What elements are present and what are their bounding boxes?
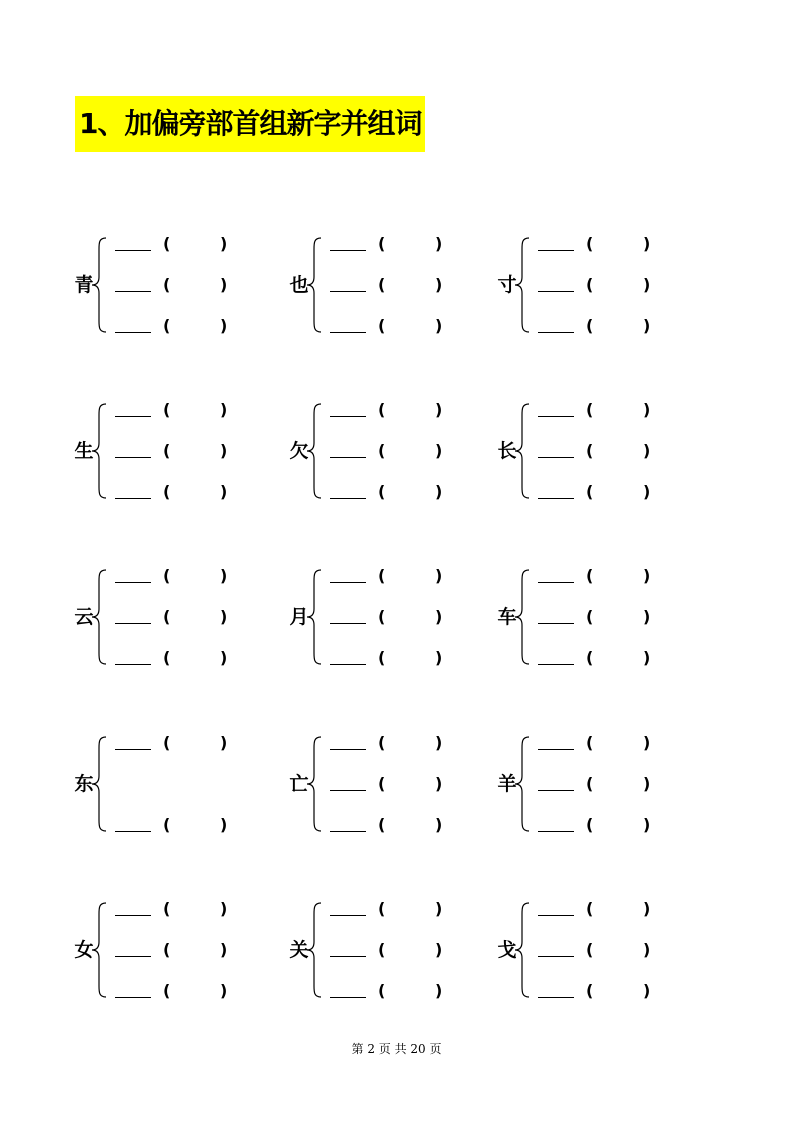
open-paren: (: [163, 899, 171, 918]
open-paren: (: [163, 815, 171, 834]
word-group: [495, 734, 695, 834]
curly-brace: [305, 900, 323, 1000]
answer-slot[interactable]: [115, 235, 265, 255]
blank-line[interactable]: [330, 790, 366, 791]
word-group: [287, 734, 487, 834]
curly-brace: [513, 567, 531, 667]
open-paren: (: [378, 648, 386, 667]
base-character: 长: [497, 440, 517, 462]
curly-brace: [90, 235, 108, 335]
page-footer: 第 2 页 共 20 页: [351, 1042, 442, 1056]
blank-line[interactable]: [330, 915, 366, 916]
blank-line[interactable]: [330, 831, 366, 832]
open-paren: (: [378, 815, 386, 834]
curly-brace: [305, 235, 323, 335]
open-paren: (: [378, 607, 386, 626]
open-paren: (: [378, 441, 386, 460]
blank-line[interactable]: [330, 250, 366, 251]
open-paren: (: [586, 899, 594, 918]
answer-slot[interactable]: [330, 483, 480, 503]
blank-line[interactable]: [538, 250, 574, 251]
answer-slot[interactable]: [330, 276, 480, 296]
open-paren: (: [586, 774, 594, 793]
curly-brace: [305, 734, 323, 834]
open-paren: (: [378, 275, 386, 294]
answer-slot[interactable]: [115, 276, 265, 296]
close-paren: ): [643, 482, 651, 501]
close-paren: ): [643, 441, 651, 460]
blank-line[interactable]: [115, 831, 151, 832]
open-paren: (: [163, 607, 171, 626]
answer-slot[interactable]: [115, 900, 265, 920]
close-paren: ): [220, 899, 228, 918]
answer-slot[interactable]: [538, 608, 688, 628]
close-paren: ): [220, 400, 228, 419]
close-paren: ): [220, 441, 228, 460]
curly-brace: [305, 401, 323, 501]
answer-slot[interactable]: [115, 608, 265, 628]
close-paren: ): [220, 482, 228, 501]
open-paren: (: [586, 400, 594, 419]
answer-slot[interactable]: [330, 649, 480, 669]
close-paren: ): [643, 234, 651, 253]
curly-brace: [513, 900, 531, 1000]
blank-line[interactable]: [538, 582, 574, 583]
close-paren: ): [643, 899, 651, 918]
close-paren: ): [643, 316, 651, 335]
answer-slot[interactable]: [538, 982, 688, 1002]
open-paren: (: [163, 316, 171, 335]
base-character: 青: [74, 274, 94, 296]
blank-line[interactable]: [538, 915, 574, 916]
close-paren: ): [220, 648, 228, 667]
answer-slot[interactable]: [115, 567, 265, 587]
close-paren: ): [220, 733, 228, 752]
answer-slot[interactable]: [538, 900, 688, 920]
word-group: [287, 235, 487, 335]
answer-slot[interactable]: [330, 401, 480, 421]
answer-slot[interactable]: [330, 941, 480, 961]
answer-slot[interactable]: [538, 317, 688, 337]
answer-slot[interactable]: [115, 941, 265, 961]
open-paren: (: [586, 316, 594, 335]
blank-line[interactable]: [330, 457, 366, 458]
blank-line[interactable]: [115, 915, 151, 916]
answer-slot[interactable]: [330, 235, 480, 255]
open-paren: (: [163, 981, 171, 1000]
answer-slot[interactable]: [330, 775, 480, 795]
close-paren: ): [220, 275, 228, 294]
answer-slot[interactable]: [330, 816, 480, 836]
close-paren: ): [220, 940, 228, 959]
open-paren: (: [378, 774, 386, 793]
close-paren: ): [435, 234, 443, 253]
base-character: 生: [74, 440, 94, 462]
blank-line[interactable]: [330, 582, 366, 583]
close-paren: ): [643, 566, 651, 585]
open-paren: (: [586, 275, 594, 294]
open-paren: (: [586, 441, 594, 460]
word-group: [72, 900, 272, 1000]
open-paren: (: [378, 899, 386, 918]
close-paren: ): [220, 566, 228, 585]
blank-line[interactable]: [330, 997, 366, 998]
blank-line[interactable]: [115, 582, 151, 583]
blank-line[interactable]: [538, 664, 574, 665]
answer-slot[interactable]: [538, 235, 688, 255]
answer-slot[interactable]: [115, 734, 265, 754]
word-group: [495, 401, 695, 501]
open-paren: (: [378, 733, 386, 752]
answer-slot[interactable]: [115, 649, 265, 669]
blank-line[interactable]: [538, 956, 574, 957]
open-paren: (: [586, 940, 594, 959]
blank-line[interactable]: [538, 623, 574, 624]
blank-line[interactable]: [330, 664, 366, 665]
curly-brace: [513, 401, 531, 501]
answer-slot[interactable]: [330, 442, 480, 462]
open-paren: (: [163, 566, 171, 585]
answer-slot[interactable]: [538, 734, 688, 754]
open-paren: (: [586, 981, 594, 1000]
open-paren: (: [378, 981, 386, 1000]
blank-line[interactable]: [330, 749, 366, 750]
answer-slot[interactable]: [538, 483, 688, 503]
blank-line[interactable]: [115, 664, 151, 665]
close-paren: ): [643, 607, 651, 626]
close-paren: ): [435, 815, 443, 834]
answer-slot[interactable]: [538, 442, 688, 462]
blank-line[interactable]: [538, 997, 574, 998]
blank-line[interactable]: [538, 790, 574, 791]
close-paren: ): [220, 981, 228, 1000]
open-paren: (: [378, 566, 386, 585]
close-paren: ): [220, 815, 228, 834]
answer-slot[interactable]: [115, 982, 265, 1002]
blank-line[interactable]: [538, 749, 574, 750]
close-paren: ): [643, 275, 651, 294]
word-group: [72, 567, 272, 667]
blank-line[interactable]: [538, 831, 574, 832]
curly-brace: [90, 734, 108, 834]
curly-brace: [90, 401, 108, 501]
base-character: 女: [74, 939, 94, 961]
close-paren: ): [220, 316, 228, 335]
base-character: 寸: [497, 274, 517, 296]
blank-line[interactable]: [115, 749, 151, 750]
open-paren: (: [378, 316, 386, 335]
curly-brace: [90, 900, 108, 1000]
answer-slot[interactable]: [115, 442, 265, 462]
answer-slot[interactable]: [115, 401, 265, 421]
close-paren: ): [435, 316, 443, 335]
blank-line[interactable]: [115, 291, 151, 292]
blank-line[interactable]: [115, 623, 151, 624]
word-group: [72, 734, 272, 834]
base-character: 云: [74, 606, 94, 628]
base-character: 车: [497, 606, 517, 628]
blank-line[interactable]: [538, 498, 574, 499]
close-paren: ): [220, 607, 228, 626]
answer-slot[interactable]: [538, 816, 688, 836]
open-paren: (: [163, 482, 171, 501]
base-character: 亡: [289, 773, 309, 795]
open-paren: (: [586, 234, 594, 253]
open-paren: (: [586, 815, 594, 834]
blank-line[interactable]: [538, 416, 574, 417]
close-paren: ): [643, 400, 651, 419]
answer-slot[interactable]: [330, 982, 480, 1002]
answer-slot[interactable]: [538, 567, 688, 587]
word-group: [287, 900, 487, 1000]
open-paren: (: [378, 400, 386, 419]
blank-line[interactable]: [538, 291, 574, 292]
word-group: [495, 567, 695, 667]
answer-slot[interactable]: [115, 483, 265, 503]
close-paren: ): [435, 607, 443, 626]
blank-line[interactable]: [330, 623, 366, 624]
close-paren: ): [435, 441, 443, 460]
answer-slot[interactable]: [330, 734, 480, 754]
base-character: 戈: [497, 939, 517, 961]
answer-slot[interactable]: [538, 276, 688, 296]
answer-slot[interactable]: [115, 317, 265, 337]
open-paren: (: [378, 482, 386, 501]
word-group: [287, 567, 487, 667]
section-title: 1、加偏旁部首组新字并组词: [75, 96, 425, 152]
blank-line[interactable]: [115, 416, 151, 417]
open-paren: (: [586, 733, 594, 752]
base-character: 欠: [289, 440, 309, 462]
open-paren: (: [586, 607, 594, 626]
close-paren: ): [435, 981, 443, 1000]
answer-slot[interactable]: [330, 608, 480, 628]
open-paren: (: [163, 733, 171, 752]
open-paren: (: [378, 940, 386, 959]
word-group: [495, 900, 695, 1000]
answer-slot[interactable]: [330, 567, 480, 587]
base-character: 月: [289, 606, 309, 628]
close-paren: ): [435, 774, 443, 793]
curly-brace: [305, 567, 323, 667]
close-paren: ): [643, 940, 651, 959]
blank-line[interactable]: [330, 291, 366, 292]
open-paren: (: [378, 234, 386, 253]
curly-brace: [90, 567, 108, 667]
base-character: 关: [289, 939, 309, 961]
curly-brace: [513, 734, 531, 834]
open-paren: (: [163, 275, 171, 294]
open-paren: (: [586, 482, 594, 501]
blank-line[interactable]: [115, 457, 151, 458]
close-paren: ): [435, 733, 443, 752]
open-paren: (: [163, 648, 171, 667]
word-group: [495, 235, 695, 335]
close-paren: ): [435, 648, 443, 667]
close-paren: ): [643, 648, 651, 667]
open-paren: (: [163, 940, 171, 959]
close-paren: ): [435, 482, 443, 501]
close-paren: ): [220, 234, 228, 253]
close-paren: ): [643, 774, 651, 793]
open-paren: (: [163, 441, 171, 460]
word-group: [72, 235, 272, 335]
blank-line[interactable]: [330, 416, 366, 417]
word-group: [287, 401, 487, 501]
blank-line[interactable]: [115, 997, 151, 998]
close-paren: ): [435, 400, 443, 419]
answer-slot[interactable]: [115, 816, 265, 836]
base-character: 羊: [497, 773, 517, 795]
open-paren: (: [163, 400, 171, 419]
blank-line[interactable]: [538, 457, 574, 458]
close-paren: ): [435, 899, 443, 918]
answer-slot[interactable]: [538, 401, 688, 421]
open-paren: (: [586, 566, 594, 585]
blank-line[interactable]: [115, 498, 151, 499]
open-paren: (: [586, 648, 594, 667]
close-paren: ): [643, 981, 651, 1000]
base-character: 也: [289, 274, 309, 296]
close-paren: ): [643, 815, 651, 834]
close-paren: ): [435, 275, 443, 294]
close-paren: ): [435, 940, 443, 959]
blank-line[interactable]: [330, 332, 366, 333]
answer-slot[interactable]: [538, 775, 688, 795]
answer-slot[interactable]: [538, 649, 688, 669]
open-paren: (: [163, 234, 171, 253]
answer-slot[interactable]: [538, 941, 688, 961]
blank-line[interactable]: [115, 250, 151, 251]
blank-line[interactable]: [538, 332, 574, 333]
curly-brace: [513, 235, 531, 335]
blank-line[interactable]: [330, 956, 366, 957]
answer-slot[interactable]: [330, 900, 480, 920]
word-group: [72, 401, 272, 501]
close-paren: ): [435, 566, 443, 585]
blank-line[interactable]: [115, 332, 151, 333]
base-character: 东: [74, 773, 94, 795]
blank-line[interactable]: [115, 956, 151, 957]
close-paren: ): [643, 733, 651, 752]
answer-slot[interactable]: [330, 317, 480, 337]
blank-line[interactable]: [330, 498, 366, 499]
